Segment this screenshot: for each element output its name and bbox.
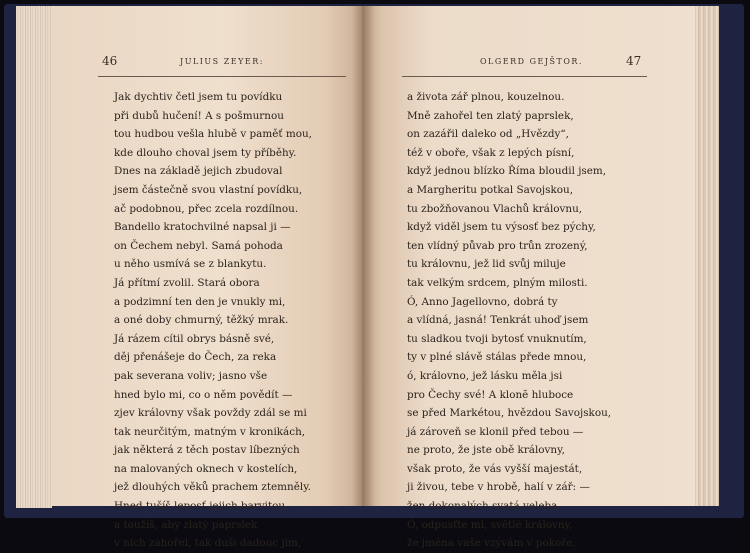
text-line: v nich zahořel, tak duši dadouc jim,	[114, 537, 302, 550]
text-line: on Čechem nebyl. Samá pohoda	[114, 239, 283, 252]
text-line: Mně zahořel ten zlatý paprslek,	[407, 109, 574, 122]
left-page-edges	[16, 6, 52, 508]
book-gutter	[352, 6, 374, 506]
text-line: u něho usmívá se z blankytu.	[114, 258, 267, 271]
left-page	[52, 6, 362, 550]
text-line: Dnes na základě jejich zbudoval	[114, 165, 283, 178]
right-running-head: OLGERD GEJŠTOR.	[480, 57, 583, 66]
text-line: děj přenášeje do Čech, za reka	[114, 351, 277, 364]
text-line: ó, královno, jež lásku měla jsi	[407, 369, 563, 382]
text-line: a Margheritu potkal Savojskou,	[407, 183, 573, 196]
right-page-text	[407, 88, 611, 553]
text-line: pak severana voliv; jasno vše	[114, 369, 268, 382]
text-line: když viděl jsem tu výsosť bez pýchy,	[407, 221, 596, 234]
text-line: jež dlouhých věků prachem ztemněly.	[114, 481, 311, 494]
text-line: a podzimní ten den je vnukly mi,	[114, 295, 286, 308]
text-line: žen dokonalých svatá veleba.	[407, 500, 561, 513]
text-line: kde dlouho choval jsem ty příběhy.	[114, 146, 297, 159]
text-line: že jména vaše vzývám v pokoře,	[407, 537, 576, 550]
left-page-text	[114, 88, 312, 553]
text-line: na malovaných oknech v kostelích,	[114, 462, 298, 475]
text-line: já zároveň se klonil před tebou —	[407, 425, 584, 438]
text-line: ten vlídný půvab pro trůn zrozený,	[407, 239, 588, 252]
left-page-number: 46	[102, 54, 118, 68]
text-line: Ó, odpusťte mi, světlé královny,	[407, 518, 573, 531]
text-line: tu zbožňovanou Vlachů královnu,	[407, 202, 583, 215]
right-page	[362, 6, 695, 550]
text-line: tu královnu, jež lid svůj miluje	[407, 258, 566, 271]
left-running-head: JULIUS ZEYER:	[180, 57, 264, 66]
text-line: hned bylo mi, co o něm povědít —	[114, 388, 293, 401]
text-line: tu sladkou tvoji bytosť vnuknutím,	[407, 332, 587, 345]
text-line: pro Čechy své! A klonĕ hluboce	[407, 388, 574, 401]
text-line: tak neurčitým, matným v kronikách,	[114, 425, 306, 438]
text-line: ač podobnou, přec zcela rozdílnou.	[114, 202, 299, 215]
text-line: ty v plné slávě stálas přede mnou,	[407, 351, 587, 364]
text-line: Já přítmí zvolil. Stará obora	[114, 276, 260, 289]
text-line: ji živou, tebe v hrobě, halí v zář: —	[407, 481, 590, 494]
text-line: když jednou blízko Říma bloudil jsem,	[407, 165, 607, 178]
text-line: tou hudbou vešla hlubě v paměť mou,	[114, 128, 312, 141]
text-line: též v oboře, však z lepých písní,	[407, 146, 575, 159]
text-line: Bandello kratochvilné napsal ji —	[114, 221, 291, 234]
text-line: Jak dychtiv četl jsem tu povídku	[114, 91, 283, 103]
text-line: se před Markétou, hvězdou Savojskou,	[407, 407, 612, 420]
text-line: a toužíš, aby zlatý paprslek	[114, 518, 258, 531]
text-line: a vlídná, jasná! Tenkrát uhoď jsem	[407, 314, 589, 327]
text-line: jsem částečně svou vlastní povídku,	[114, 183, 303, 196]
right-page-number: 47	[626, 54, 642, 68]
text-line: jak některá z těch postav líbezných	[114, 444, 300, 457]
text-line: a života zář plnou, kouzelnou.	[407, 91, 565, 103]
text-line: však proto, že vás vyšší majestát,	[407, 462, 583, 475]
right-header-rule	[402, 76, 647, 77]
text-line: zjev královny však povždy zdál se mi	[114, 407, 307, 420]
text-line: Hned tušíš leposť jejich barvitou	[114, 500, 286, 513]
text-line: Ó, Anno Jagellovno, dobrá ty	[407, 295, 558, 308]
text-line: tak velkým srdcem, plným milosti.	[407, 276, 588, 289]
text-line: on zazářil daleko od „Hvězdy“,	[407, 128, 569, 141]
left-header-rule	[98, 76, 346, 77]
right-page-edges	[695, 6, 719, 506]
text-line: Já rázem cítil obrys básně své,	[114, 332, 275, 345]
text-line: ne proto, že jste obě královny,	[407, 444, 565, 457]
text-line: a oné doby chmurný, těžký mrak.	[114, 314, 289, 327]
text-line: při dubů hučení! A s pošmurnou	[114, 109, 284, 122]
